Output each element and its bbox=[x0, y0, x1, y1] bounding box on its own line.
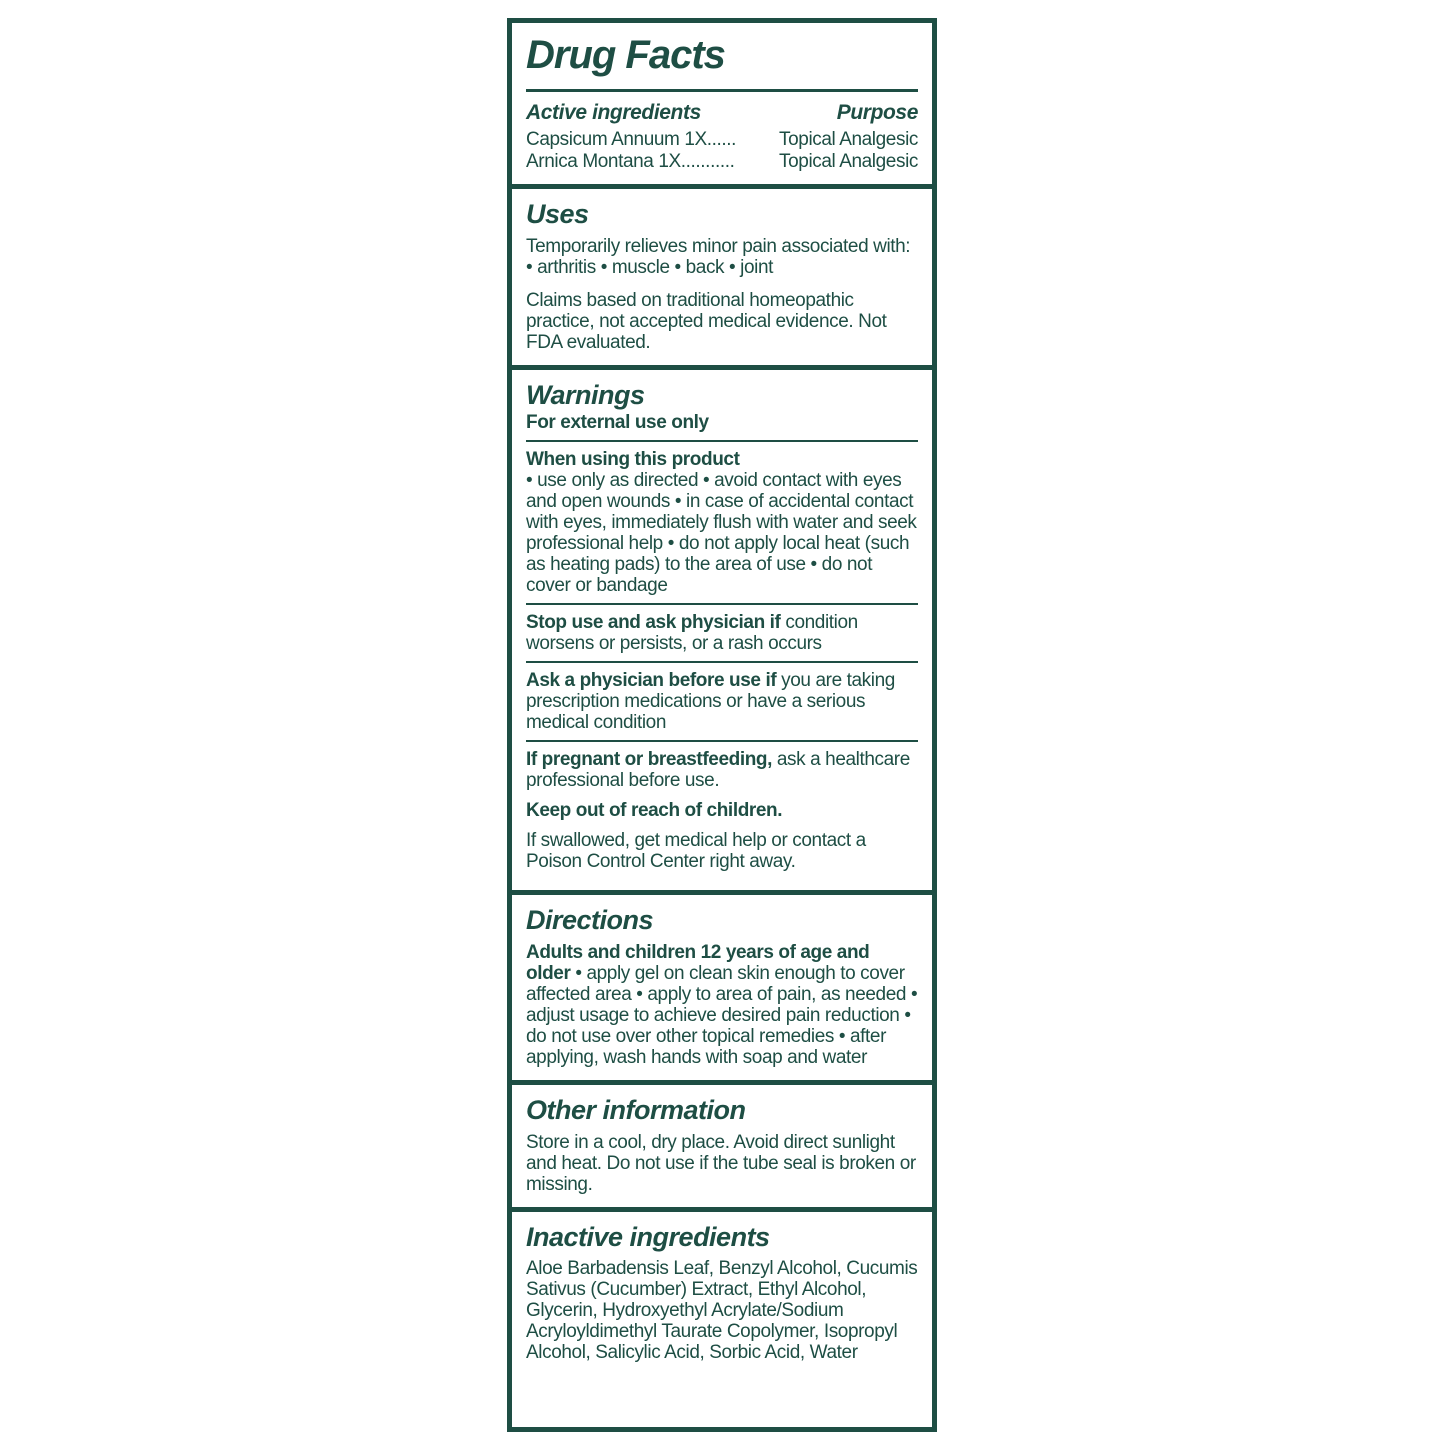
stop-use-lead: Stop use and ask physician if bbox=[526, 612, 781, 634]
when-using-text bbox=[526, 449, 918, 596]
drug-facts-panel bbox=[507, 18, 937, 1432]
ingredient-purpose: Topical Analgesic bbox=[779, 150, 918, 172]
uses-relieves-text: Temporarily relieves minor pain associated with: • arthritis • muscle • back • joint bbox=[526, 235, 911, 278]
when-using-lead: When using this product bbox=[526, 449, 740, 471]
directions-audience-lead: Adults and children 12 years of age and older bbox=[526, 942, 870, 985]
pregnant-lead: If pregnant or breastfeeding, bbox=[526, 749, 772, 771]
directions-text bbox=[526, 942, 918, 1068]
if-swallowed-text: If swallowed, get medical help or contact a Poison Control Center right away. bbox=[526, 830, 866, 873]
section-warnings bbox=[512, 365, 932, 891]
section-other-information bbox=[512, 1080, 932, 1207]
other-information-heading: Other information bbox=[526, 1095, 746, 1126]
pregnant-body: ask a healthcare professional before use. bbox=[526, 749, 910, 792]
active-ingredients-heading: Active ingredients bbox=[526, 101, 701, 124]
section-uses bbox=[512, 184, 932, 365]
stop-use-text bbox=[526, 612, 918, 654]
ingredient-name: Arnica Montana 1X........... bbox=[526, 150, 735, 172]
directions-steps-body: • apply gel on clean skin enough to cover affected area • apply to area of pain, as needed • adjust usage to achieve desired pain reduction • do not use over other topical remedies • after applying, wash hands with soap and water bbox=[526, 963, 918, 1069]
section-inactive-ingredients bbox=[512, 1207, 932, 1376]
ask-physician-text bbox=[526, 670, 918, 733]
warnings-divider bbox=[526, 740, 918, 742]
ask-physician-body: you are taking prescription medications or have a serious medical condition bbox=[526, 670, 895, 734]
ingredient-row bbox=[526, 151, 918, 173]
directions-heading: Directions bbox=[526, 905, 654, 936]
uses-claims-text: Claims based on traditional homeopathic practice, not accepted medical evidence. Not FDA evaluated. bbox=[526, 289, 887, 353]
section-directions bbox=[512, 890, 932, 1080]
ask-physician-lead: Ask a physician before use if bbox=[526, 670, 777, 692]
warnings-divider bbox=[526, 440, 918, 442]
title-rule bbox=[526, 89, 918, 92]
warnings-divider bbox=[526, 603, 918, 605]
section-active-ingredients bbox=[512, 23, 932, 184]
uses-heading: Uses bbox=[526, 199, 589, 229]
when-using-body: • use only as directed • avoid contact with eyes and open wounds • in case of accidental contact with eyes, immediately flush with water and seek professional help • do not apply local heat (such as heating pads) to the area of use • do not cover or bandage bbox=[526, 470, 917, 597]
stop-use-body: condition worsens or persists, or a rash occurs bbox=[526, 612, 858, 655]
ingredient-row bbox=[526, 129, 918, 151]
other-information-text: Store in a cool, dry place. Avoid direct sunlight and heat. Do not use if the tube seal is broken or missing. bbox=[526, 1131, 916, 1195]
inactive-ingredients-heading: Inactive ingredients bbox=[526, 1221, 770, 1252]
warnings-divider bbox=[526, 661, 918, 663]
active-ingredients-header-row bbox=[526, 101, 918, 125]
ingredient-name: Capsicum Annuum 1X...... bbox=[526, 129, 737, 150]
inactive-ingredients-text: Aloe Barbadensis Leaf, Benzyl Alcohol, Cucumis Sativus (Cucumber) Extract, Ethyl Alcohol, Glycerin, Hydroxyethyl Acrylate/Sodium Acryloyldimethyl Taurate Copolymer, Isopropyl Alcohol, Salicylic Acid, Sorbic Acid, Water bbox=[526, 1258, 918, 1364]
purpose-heading: Purpose bbox=[836, 101, 918, 124]
external-use-text: For external use only bbox=[526, 412, 709, 434]
warnings-heading: Warnings bbox=[526, 379, 645, 410]
pregnant-text bbox=[526, 749, 918, 791]
drug-facts-title: Drug Facts bbox=[526, 33, 725, 77]
ingredient-purpose: Topical Analgesic bbox=[779, 129, 918, 150]
keep-out-of-reach-text: Keep out of reach of children. bbox=[526, 800, 783, 822]
